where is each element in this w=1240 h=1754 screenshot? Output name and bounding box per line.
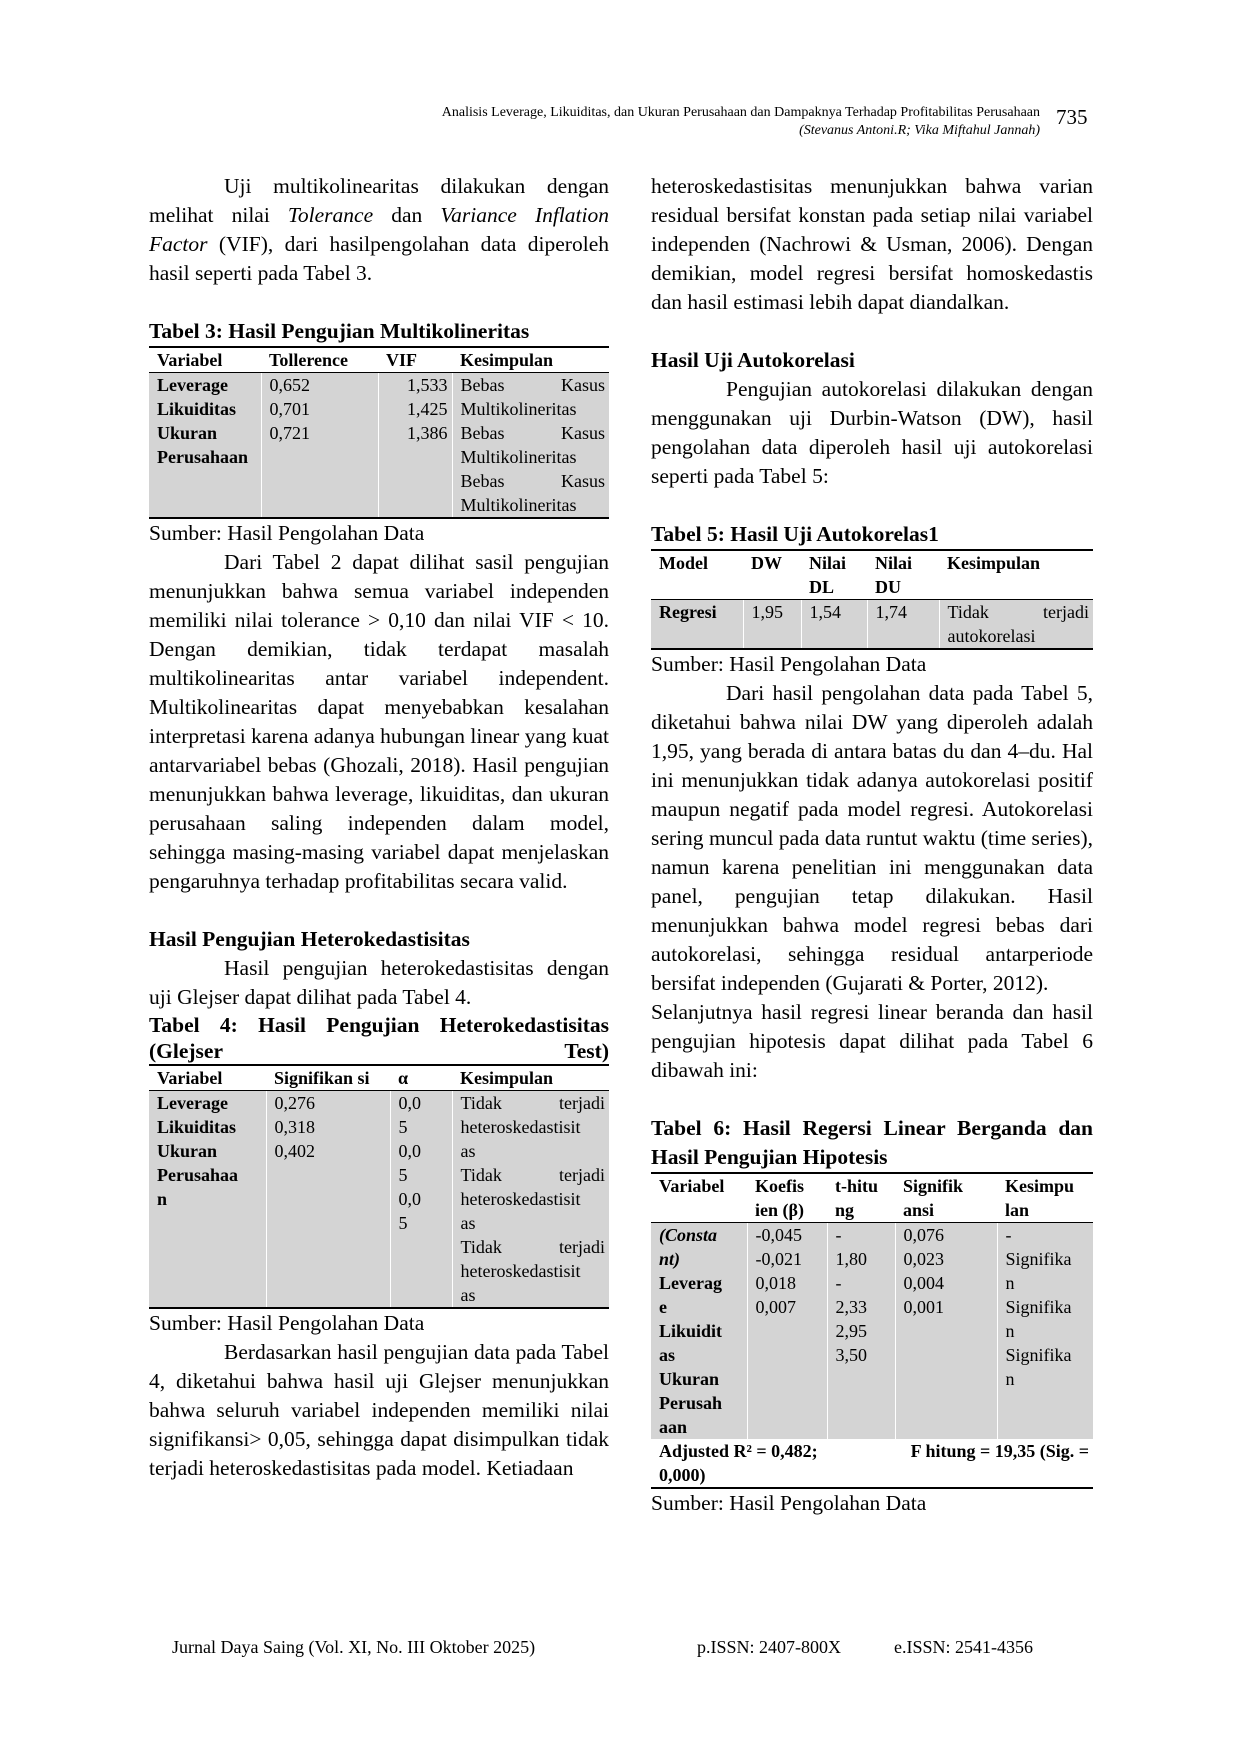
- table3-source: Sumber: Hasil Pengolahan Data: [149, 521, 425, 545]
- table6: [651, 1172, 1093, 1489]
- footer-eissn: e.ISSN: 2541-4356: [894, 1637, 1034, 1657]
- table6-caption: Tabel 6: Hasil Regersi Linear Berganda dan Hasil Pengujian Hipotesis: [651, 1116, 1093, 1169]
- running-header-title: Analisis Leverage, Likuiditas, dan Ukuran Perusahaan dan Dampaknya Terhadap Profitabilitas Perusahaan: [441, 105, 1040, 120]
- adjusted-r2: Adjusted R² = 0,482;: [659, 1441, 818, 1461]
- table3-caption: Tabel 3: Hasil Pengujian Multikolineritas: [149, 319, 530, 343]
- left-column: [149, 172, 609, 1483]
- table3-header-row: [149, 347, 609, 373]
- table5-header: Nilai DU: [867, 550, 939, 600]
- f-significance: 0,000): [659, 1465, 706, 1485]
- multicollinearity-discussion: Dari Tabel 2 dapat dilihat sasil pengujian menunjukkan bahwa semua variabel independen memiliki nilai tolerance > 0,10 dan nilai VIF < 10. Dengan demikian, tidak terdapat masalah multikolinearitas antar variabel independent. Multikolinearitas dapat menyebabkan kesalahan interpretasi karena adanya hubungan linear yang kuat antarvariabel bebas (Ghozali, 2018). Hasil pengujian menunjukkan bahwa leverage, likuiditas, dan ukuran perusahaan saling independen dalam model, sehingga masing-masing variabel dapat menjelaskan pengaruhnya terhadap profitabilitas secara valid.: [149, 550, 609, 893]
- right-column: [651, 172, 1093, 1518]
- table5: [651, 549, 1093, 650]
- table5-header: Model: [651, 550, 743, 600]
- running-header-authors: (Stevanus Antoni.R; Vika Miftahul Jannah): [799, 123, 1040, 138]
- table4-header-row: [149, 1065, 609, 1091]
- table4-significance: 0,276 0,318 0,402: [266, 1091, 390, 1309]
- table6-source: Sumber: Hasil Pengolahan Data: [651, 1491, 927, 1515]
- table4-variables: Leverage Likuiditas Ukuran Perusahaa n: [149, 1091, 266, 1309]
- page-number: 735: [1056, 105, 1088, 129]
- table4-header: Signifikan si: [266, 1065, 390, 1091]
- table4: [149, 1064, 609, 1309]
- table5-caption: Tabel 5: Hasil Uji Autokorelas1: [651, 522, 939, 546]
- table6-header-row: [651, 1173, 1093, 1223]
- table5-header: Kesimpulan: [939, 550, 1093, 600]
- footer-journal: Jurnal Daya Saing (Vol. XI, No. III Oktober 2025): [172, 1637, 536, 1657]
- table-row: [149, 1091, 609, 1309]
- table4-caption: Tabel 4: Hasil Pengujian Heterokedastisitas (Glejser Test): [149, 1013, 609, 1063]
- table5-header: DW: [743, 550, 801, 600]
- table6-variables: (Consta nt) Leverag e Likuidit as Ukuran Perusah aan: [651, 1223, 747, 1440]
- table5-header-row: [651, 550, 1093, 600]
- heteroskedasticity-heading: Hasil Pengujian Heterokedastisitas: [149, 927, 470, 951]
- table6-header: Kesimpu lan: [997, 1173, 1093, 1223]
- table5-dl: 1,54: [801, 600, 867, 650]
- heteroskedasticity-intro: Hasil pengujian heterokedastisitas dengan uji Glejser dapat dilihat pada Tabel 4.: [149, 956, 609, 1009]
- table6-t-value: - 1,80 - 2,33 2,95 3,50: [827, 1223, 895, 1440]
- table6-header: Koefis ien (β): [747, 1173, 827, 1223]
- table5-du: 1,74: [867, 600, 939, 650]
- table6-footer-row: [651, 1439, 1093, 1488]
- table3-header: Tollerence: [261, 347, 378, 373]
- table4-header: α: [390, 1065, 452, 1091]
- f-hitung: F hitung = 19,35 (Sig. =: [910, 1441, 1089, 1461]
- table-row: [651, 1223, 1093, 1440]
- table3-tolerance: 0,652 0,701 0,721: [261, 373, 378, 519]
- table6-conclusion: - Signifika n Signifika n Signifika n: [997, 1223, 1093, 1440]
- table4-header: Kesimpulan: [452, 1065, 609, 1091]
- table4-conclusion: Tidak terjadi heteroskedastisit as Tidak terjadi heteroskedastisit as Tidak terjadi heteroskedastisit as: [452, 1091, 609, 1309]
- intro-text: Uji multikolinearitas dilakukan dengan melihat nilai Tolerance dan Variance Inflation Factor (VIF), dari hasilpengolahan data diperoleh hasil seperti pada Tabel 3.: [149, 174, 609, 285]
- footer-issn: [697, 1636, 1033, 1658]
- autocorrelation-intro: Pengujian autokorelasi dilakukan dengan menggunakan uji Durbin-Watson (DW), hasil pengolahan data diperoleh hasil uji autokorelasi seperti pada Tabel 5:: [651, 377, 1093, 488]
- table-row: [149, 373, 609, 519]
- heteroskedasticity-discussion: Berdasarkan hasil pengujian data pada Tabel 4, diketahui bahwa hasil uji Glejser menunjukkan bahwa seluruh variabel independen memiliki nilai signifikansi> 0,05, sehingga dapat disimpulkan tidak terjadi heteroskedastisitas pada model. Ketiadaan: [149, 1340, 609, 1480]
- table3-header: Kesimpulan: [452, 347, 609, 373]
- table-row: [651, 600, 1093, 650]
- table3: [149, 346, 609, 519]
- table5-conclusion: Tidak terjadi autokorelasi: [939, 600, 1093, 650]
- table3-conclusion: Bebas Kasus Multikolineritas Bebas Kasus Multikolineritas Bebas Kasus Multikolineritas: [452, 373, 609, 519]
- table3-vif: 1,533 1,425 1,386: [378, 373, 452, 519]
- table3-header: Variabel: [149, 347, 261, 373]
- table6-header: Signifik ansi: [895, 1173, 997, 1223]
- table5-header: Nilai DL: [801, 550, 867, 600]
- table3-variables: Leverage Likuiditas Ukuran Perusahaan: [149, 373, 261, 519]
- table5-source: Sumber: Hasil Pengolahan Data: [651, 652, 927, 676]
- table5-model: Regresi: [651, 600, 743, 650]
- table3-header: VIF: [378, 347, 452, 373]
- table6-coefficient: -0,045 -0,021 0,018 0,007: [747, 1223, 827, 1440]
- table6-header: Variabel: [651, 1173, 747, 1223]
- autocorrelation-heading: Hasil Uji Autokorelasi: [651, 348, 855, 372]
- footer-pissn: p.ISSN: 2407-800X: [697, 1637, 842, 1657]
- multicollinearity-intro: [149, 172, 609, 288]
- table4-alpha: 0,0 5 0,0 5 0,0 5: [390, 1091, 452, 1309]
- autocorrelation-discussion: Dari hasil pengolahan data pada Tabel 5, diketahui bahwa nilai DW yang diperoleh adalah 1,95, yang berada di antara batas du dan 4–du. Hal ini menunjukkan tidak adanya autokorelasi positif maupun negatif pada model regresi. Autokorelasi sering muncul pada data runtut waktu (time series), namun karena penelitian ini menggunakan data panel, pengujian tetap dilakukan. Hasil menunjukkan bahwa model regresi bebas dari autokorelasi, sehingga residual antarperiode bersifat independen (Gujarati & Porter, 2012).: [651, 681, 1093, 995]
- table6-significance: 0,076 0,023 0,004 0,001: [895, 1223, 997, 1440]
- table6-summary: [651, 1439, 1093, 1488]
- regression-intro: Selanjutnya hasil regresi linear beranda dan hasil pengujian hipotesis dapat dilihat pada Tabel 6 dibawah ini:: [651, 1000, 1093, 1082]
- table6-header: t-hitu ng: [827, 1173, 895, 1223]
- table5-dw: 1,95: [743, 600, 801, 650]
- table4-source: Sumber: Hasil Pengolahan Data: [149, 1311, 425, 1335]
- heteroskedasticity-conclusion: heteroskedastisitas menunjukkan bahwa varian residual bersifat konstan pada setiap nilai variabel independen (Nachrowi & Usman, 2006). Dengan demikian, model regresi bersifat homoskedastis dan hasil estimasi lebih dapat diandalkan.: [651, 174, 1093, 314]
- table4-header: Variabel: [149, 1065, 266, 1091]
